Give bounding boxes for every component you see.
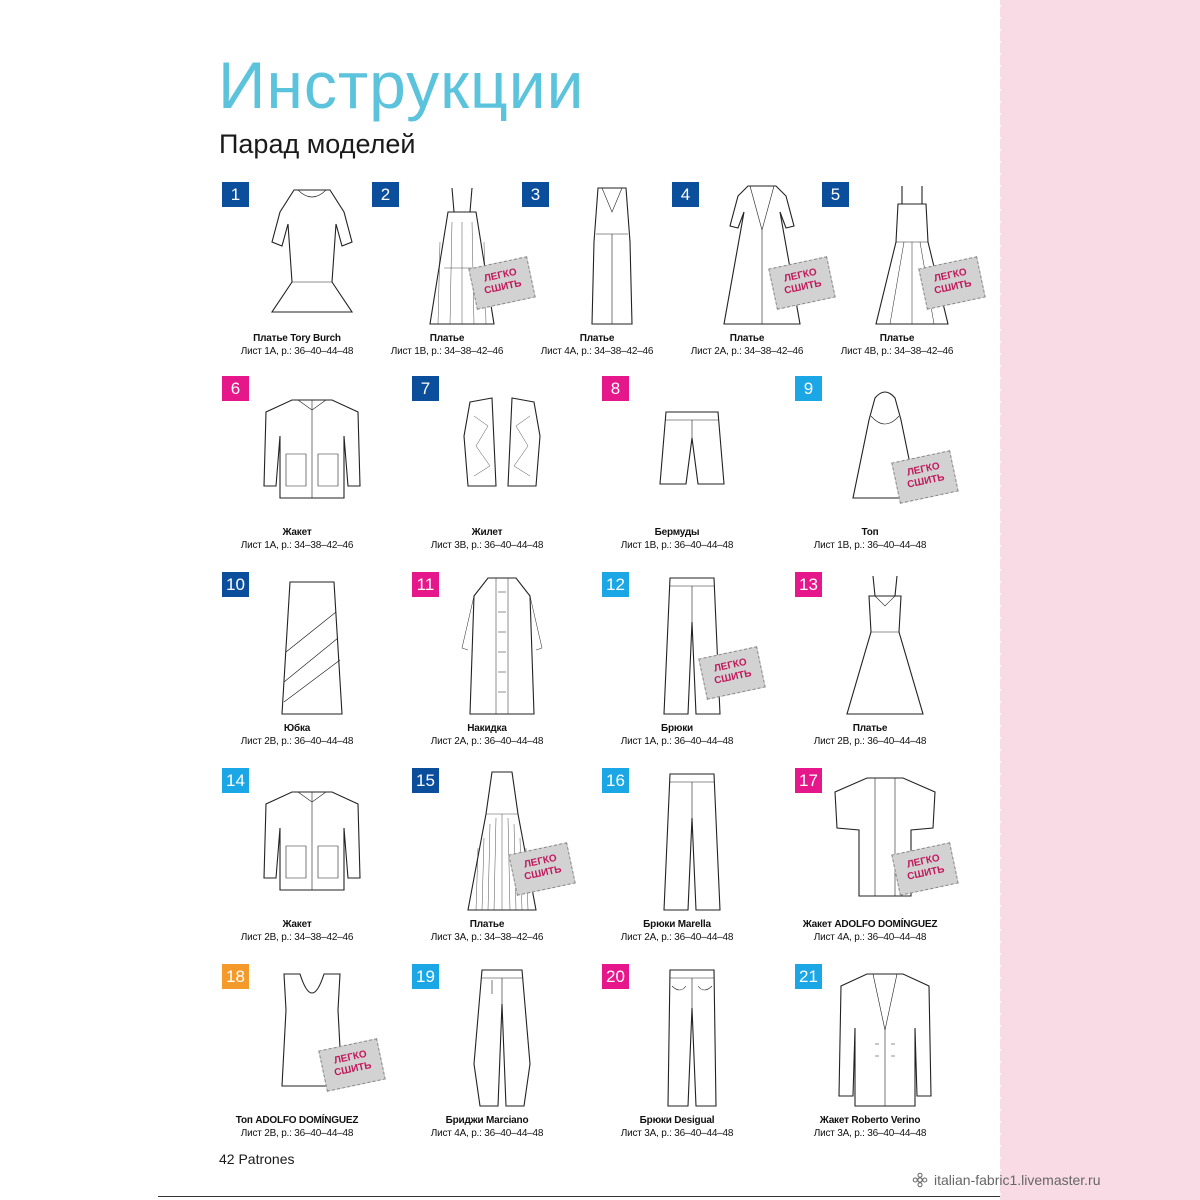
page-number: 42 — [219, 1151, 235, 1167]
model-sheet-sizes: Лист 1А, р.: 36–40–44–48 — [620, 736, 734, 747]
jacket-icon — [232, 376, 392, 526]
model-number-badge: 5 — [822, 182, 849, 207]
model-name: Жилет — [471, 527, 503, 538]
page-subtitle: Парад моделей — [219, 129, 416, 159]
easy-sew-badge: ЛЕГКО СШИТЬ — [768, 256, 835, 310]
model-number-badge: 2 — [372, 182, 399, 207]
easy-sew-badge: ЛЕГКО СШИТЬ — [891, 842, 958, 896]
model-name: Брюки Marella — [643, 919, 711, 930]
easy-sew-badge: ЛЕГКО СШИТЬ — [918, 256, 985, 310]
flower-logo-icon — [912, 1172, 928, 1188]
model-number-badge: 19 — [412, 964, 439, 989]
magazine-name: Patrones — [238, 1151, 295, 1167]
model-sheet-sizes: Лист 4В, р.: 34–38–42–46 — [840, 346, 954, 357]
model-caption — [780, 1114, 960, 1140]
model-card-15 — [412, 768, 602, 948]
model-sheet-sizes: Лист 4А, р.: 36–40–44–48 — [430, 1128, 544, 1139]
model-sheet-sizes: Лист 3В, р.: 36–40–44–48 — [430, 540, 544, 551]
model-name: Платье Tory Burch — [253, 333, 341, 344]
skirt-icon — [232, 572, 392, 722]
vest-icon — [422, 376, 582, 526]
model-sheet-sizes: Лист 2А, р.: 34–38–42–46 — [690, 346, 804, 357]
model-name: Платье — [469, 919, 505, 930]
model-sheet-sizes: Лист 3А, р.: 34–38–42–46 — [430, 932, 544, 943]
model-sheet-sizes: Лист 4А, р.: 36–40–44–48 — [813, 932, 927, 943]
footer-rule — [158, 1196, 1000, 1197]
blazer-icon — [805, 964, 965, 1114]
model-card-8 — [602, 376, 792, 556]
model-name: Бермуды — [654, 527, 700, 538]
zigzag-edge — [990, 0, 1004, 1200]
model-name: Платье — [579, 333, 615, 344]
model-number-badge: 16 — [602, 768, 629, 793]
model-card-21 — [795, 964, 985, 1144]
model-caption — [807, 332, 987, 358]
model-name: Жакет ADOLFO DOMÍNGUEZ — [802, 919, 938, 930]
model-sheet-sizes: Лист 2А, р.: 36–40–44–48 — [430, 736, 544, 747]
model-number-badge: 3 — [522, 182, 549, 207]
model-card-9 — [795, 376, 985, 556]
model-name: Жакет — [282, 527, 312, 538]
easy-sew-badge: ЛЕГКО СШИТЬ — [318, 1038, 385, 1092]
model-name: Юбка — [283, 723, 311, 734]
model-sheet-sizes: Лист 2В, р.: 34–38–42–46 — [240, 932, 354, 943]
model-caption — [780, 918, 960, 944]
model-name: Топ ADOLFO DOMÍNGUEZ — [235, 1115, 359, 1126]
model-name: Топ — [861, 527, 879, 538]
model-name: Бриджи Marciano — [445, 1115, 529, 1126]
model-number-badge: 18 — [222, 964, 249, 989]
model-number-badge: 15 — [412, 768, 439, 793]
trousers-icon — [612, 768, 772, 918]
model-caption — [780, 722, 960, 748]
model-card-18 — [222, 964, 412, 1144]
jumpsuit-dress-icon — [532, 182, 692, 332]
model-number-badge: 7 — [412, 376, 439, 401]
dress-icon — [232, 182, 392, 332]
jeans-icon — [612, 964, 772, 1114]
model-number-badge: 14 — [222, 768, 249, 793]
model-caption — [780, 526, 960, 552]
jacket-icon — [232, 768, 392, 918]
model-name: Накидка — [467, 723, 507, 734]
model-caption — [397, 526, 577, 552]
model-number-badge: 10 — [222, 572, 249, 597]
model-number-badge: 4 — [672, 182, 699, 207]
watermark-text: italian-fabric1.livemaster.ru — [934, 1172, 1101, 1188]
shorts-icon — [612, 376, 772, 526]
model-sheet-sizes: Лист 1В, р.: 34–38–42–46 — [390, 346, 504, 357]
model-caption — [397, 722, 577, 748]
model-caption — [587, 918, 767, 944]
slip-dress-icon — [805, 572, 965, 722]
model-caption — [207, 526, 387, 552]
pink-side-strip — [1000, 0, 1200, 1200]
page-footer — [219, 1151, 295, 1167]
model-sheet-sizes: Лист 1В, р.: 36–40–44–48 — [620, 540, 734, 551]
model-caption — [397, 918, 577, 944]
watermark — [912, 1172, 1101, 1188]
model-name: Жакет Roberto Verino — [819, 1115, 921, 1126]
model-caption — [207, 1114, 387, 1140]
model-sheet-sizes: Лист 1В, р.: 36–40–44–48 — [813, 540, 927, 551]
model-name: Платье — [879, 333, 915, 344]
model-sheet-sizes: Лист 2В, р.: 36–40–44–48 — [240, 736, 354, 747]
page-title: Инструкции — [218, 48, 585, 122]
model-number-badge: 20 — [602, 964, 629, 989]
model-name: Платье — [852, 723, 888, 734]
model-sheet-sizes: Лист 1А, р.: 36–40–44–48 — [240, 346, 354, 357]
easy-sew-badge: ЛЕГКО СШИТЬ — [468, 256, 535, 310]
model-card-13 — [795, 572, 985, 752]
model-card-14 — [222, 768, 412, 948]
model-card-6 — [222, 376, 412, 556]
model-sheet-sizes: Лист 3А, р.: 36–40–44–48 — [813, 1128, 927, 1139]
model-caption — [207, 918, 387, 944]
model-card-11 — [412, 572, 602, 752]
model-sheet-sizes: Лист 2В, р.: 36–40–44–48 — [813, 736, 927, 747]
model-number-badge: 12 — [602, 572, 629, 597]
model-card-12 — [602, 572, 792, 752]
model-card-7 — [412, 376, 602, 556]
model-sheet-sizes: Лист 2В, р.: 36–40–44–48 — [240, 1128, 354, 1139]
model-name: Платье — [729, 333, 765, 344]
cape-icon — [422, 572, 582, 722]
model-number-badge: 13 — [795, 572, 822, 597]
model-sheet-sizes: Лист 3А, р.: 36–40–44–48 — [620, 1128, 734, 1139]
model-number-badge: 9 — [795, 376, 822, 401]
model-name: Жакет — [282, 919, 312, 930]
model-sheet-sizes: Лист 4А, р.: 34–38–42–46 — [540, 346, 654, 357]
model-name: Брюки Desigual — [639, 1115, 715, 1126]
easy-sew-badge: ЛЕГКО СШИТЬ — [891, 450, 958, 504]
model-sheet-sizes: Лист 2А, р.: 36–40–44–48 — [620, 932, 734, 943]
model-name: Брюки — [661, 723, 693, 734]
model-card-5 — [822, 182, 1012, 362]
model-caption — [207, 722, 387, 748]
model-card-16 — [602, 768, 792, 948]
model-number-badge: 21 — [795, 964, 822, 989]
model-caption — [587, 722, 767, 748]
easy-sew-badge: ЛЕГКО СШИТЬ — [698, 646, 765, 700]
model-number-badge: 11 — [412, 572, 439, 597]
model-number-badge: 1 — [222, 182, 249, 207]
model-number-badge: 17 — [795, 768, 822, 793]
model-sheet-sizes: Лист 1А, р.: 34–38–42–46 — [240, 540, 354, 551]
model-number-badge: 6 — [222, 376, 249, 401]
model-card-17 — [795, 768, 985, 948]
model-name: Платье — [429, 333, 465, 344]
easy-sew-badge: ЛЕГКО СШИТЬ — [508, 842, 575, 896]
model-caption — [397, 1114, 577, 1140]
model-caption — [587, 1114, 767, 1140]
model-caption — [587, 526, 767, 552]
model-card-20 — [602, 964, 792, 1144]
model-card-10 — [222, 572, 412, 752]
model-card-19 — [412, 964, 602, 1144]
breeches-icon — [422, 964, 582, 1114]
model-number-badge: 8 — [602, 376, 629, 401]
